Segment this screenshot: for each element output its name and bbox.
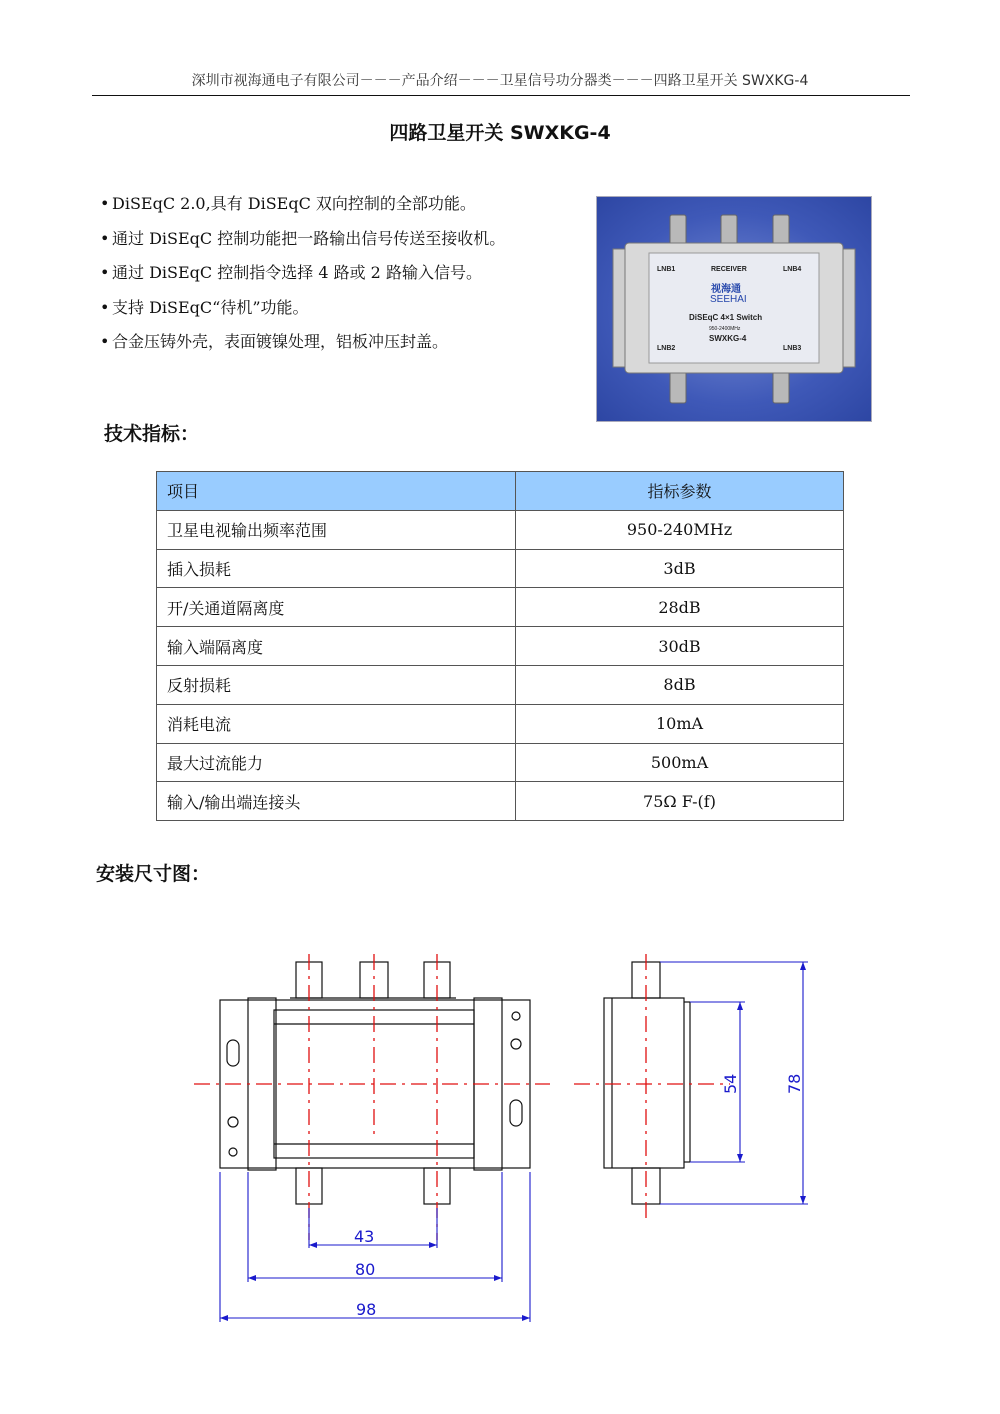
table-cell: 输入端隔离度 (157, 627, 516, 666)
spec-table (156, 471, 844, 821)
dim-78: 78 (785, 1073, 804, 1094)
table-cell: 10mA (516, 704, 844, 743)
bullet: • (100, 263, 110, 282)
product-illustration (597, 197, 871, 421)
side-view-body (604, 962, 690, 1204)
label-lnb2: LNB2 (657, 345, 676, 352)
table-cell: 950-240MHz (516, 510, 844, 549)
table-row (157, 665, 844, 704)
table-cell: 8dB (516, 665, 844, 704)
table-cell: 插入损耗 (157, 549, 516, 588)
table-row (157, 588, 844, 627)
section-title-dimensions: 安装尺寸图： (96, 863, 211, 885)
table-row (157, 510, 844, 549)
bullet: • (100, 228, 110, 248)
feature-text: 通过 DiSEqC 控制指令选择 4 路或 2 路输入信号。 (112, 263, 482, 282)
table-row (157, 743, 844, 782)
feature-text: 支持 DiSEqC“待机”功能。 (112, 297, 309, 317)
model-label: SWXKG-4 (709, 334, 747, 343)
dimension-lines (220, 962, 808, 1322)
dim-80: 80 (355, 1260, 376, 1279)
page-header: 深圳市视海通电子有限公司－－－产品介绍－－－卫星信号功分器类－－－四路卫星开关 SWXKG-4 (191, 73, 809, 89)
table-cell: 最大过流能力 (157, 743, 516, 782)
table-cell: 反射损耗 (157, 665, 516, 704)
table-row (157, 782, 844, 821)
brand-en: SEEHAI (710, 294, 747, 305)
feature-item (100, 227, 505, 262)
connector-top (670, 215, 789, 245)
feature-text: DiSEqC 2.0,具有 DiSEqC 双向控制的全部功能。 (112, 194, 476, 213)
product-photo (596, 196, 872, 422)
feature-item (100, 192, 505, 227)
dimension-drawing (150, 940, 850, 1330)
table-cell: 28dB (516, 588, 844, 627)
bullet: • (100, 297, 110, 317)
freq-label: 950-2400MHz (709, 326, 741, 332)
feature-text: 通过 DiSEqC 控制功能把一路输出信号传送至接收机。 (112, 228, 506, 248)
model-line: DiSEqC 4×1 Switch (689, 313, 763, 322)
table-cell: 75Ω F-(f) (516, 782, 844, 821)
label-lnb1: LNB1 (657, 266, 676, 273)
brand-cn: 视海通 (711, 284, 741, 295)
label-lnb4: LNB4 (783, 266, 802, 273)
table-header-cell: 指标参数 (516, 472, 844, 511)
table-cell: 卫星电视输出频率范围 (157, 510, 516, 549)
table-cell: 输入/输出端连接头 (157, 782, 516, 821)
table-row (157, 704, 844, 743)
table-row (157, 549, 844, 588)
front-connector-top (290, 962, 456, 998)
table-cell: 开/关通道隔离度 (157, 588, 516, 627)
bullet: • (100, 194, 110, 213)
feature-text: 合金压铸外壳，表面镀镍处理，铝板冲压封盖。 (112, 332, 449, 351)
table-header-cell: 项目 (157, 472, 516, 511)
table-cell: 3dB (516, 549, 844, 588)
table-cell: 消耗电流 (157, 704, 516, 743)
page-title: 四路卫星开关 SWXKG-4 (389, 122, 611, 144)
feature-item (100, 296, 505, 331)
feature-item (100, 330, 505, 365)
dim-43: 43 (354, 1227, 375, 1246)
front-connector-bottom (296, 1168, 450, 1204)
table-header-row (157, 472, 844, 511)
label-lnb3: LNB3 (783, 345, 802, 352)
feature-item (100, 261, 505, 296)
bullet: • (100, 332, 110, 351)
table-row (157, 627, 844, 666)
feature-list (100, 192, 505, 365)
dim-98: 98 (356, 1300, 377, 1319)
table-cell: 30dB (516, 627, 844, 666)
label-receiver: RECEIVER (711, 266, 747, 273)
table-cell: 500mA (516, 743, 844, 782)
section-title-specs: 技术指标： (104, 423, 200, 445)
connector-bottom (670, 369, 789, 403)
dimension-arrows (220, 962, 806, 1321)
dim-54: 54 (721, 1073, 740, 1094)
header-divider (92, 95, 910, 96)
